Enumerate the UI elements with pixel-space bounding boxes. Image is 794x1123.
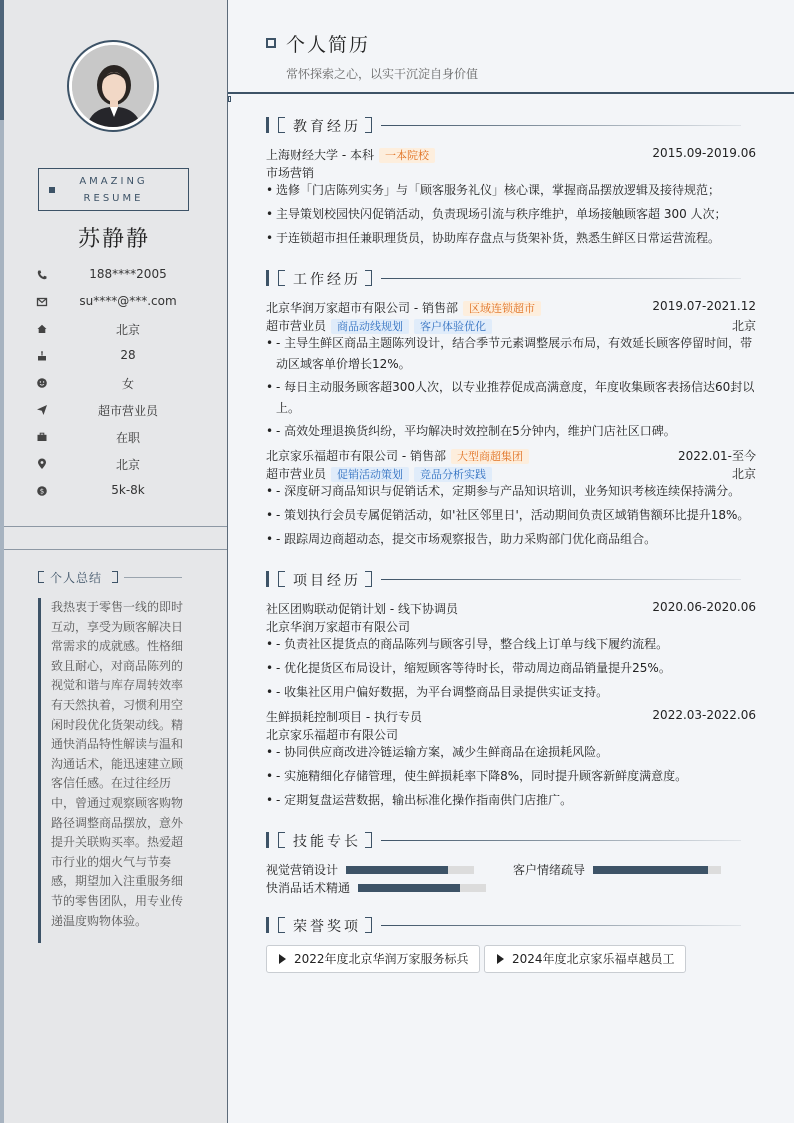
skill-item bbox=[266, 861, 476, 877]
work-bullet: • - 跟踪周边商超动态，提交市场观察报告，助力采购部门优化商品组合。 bbox=[266, 529, 758, 550]
resume-label-line1: AMAZING bbox=[79, 176, 148, 187]
project-bullet: • - 优化提货区布局设计，缩短顾客等待时长，带动周边商品销量提升25%。 bbox=[266, 658, 758, 679]
project-bullet: • - 协同供应商改进冷链运输方案，减少生鲜商品在途损耗风险。 bbox=[266, 742, 758, 763]
work-role: 超市营业员 bbox=[266, 467, 327, 481]
person-icon bbox=[72, 45, 154, 127]
skill-bar-fill bbox=[593, 866, 708, 874]
section-title: 项目经历 bbox=[293, 573, 361, 589]
skill-bar bbox=[593, 866, 721, 874]
section-work bbox=[266, 269, 756, 289]
skill-bar bbox=[346, 866, 474, 874]
edu-tag: 一本院校 bbox=[379, 148, 435, 163]
info-phone bbox=[36, 267, 206, 285]
info-gender bbox=[36, 375, 206, 393]
salary-text: 5k-8k bbox=[111, 483, 145, 497]
project-bullet: • - 定期复盘运营数据，输出标准化操作指南供门店推广。 bbox=[266, 790, 758, 811]
status-text: 在职 bbox=[115, 431, 140, 445]
summary-rule bbox=[124, 577, 182, 578]
edu-bullet: • 于连锁超市担任兼职理货员，协助库存盘点与货架补货，熟悉生鲜区日常运营流程。 bbox=[266, 228, 758, 249]
work-date: 2022.01-至今 bbox=[678, 449, 756, 463]
edu-major: 市场营销 bbox=[266, 166, 315, 180]
sidebar-divider bbox=[4, 526, 227, 527]
briefcase-icon bbox=[36, 431, 48, 443]
work-skill-tag: 促销活动策划 bbox=[331, 467, 409, 482]
work-bullet: • - 深度研习商品知识与促销话术，定期参与产品知识培训，业务知识考核连续保持满分。 bbox=[266, 481, 758, 502]
award-badge bbox=[484, 945, 686, 973]
age-text: 28 bbox=[120, 348, 136, 362]
project-header bbox=[266, 708, 756, 725]
project-company: 北京华润万家超市有限公司 bbox=[266, 620, 411, 634]
section-education bbox=[266, 116, 756, 136]
info-position bbox=[36, 402, 206, 420]
section-title: 教育经历 bbox=[293, 119, 361, 135]
work-city: 北京 bbox=[731, 319, 756, 333]
info-email bbox=[36, 294, 206, 312]
project-company-row bbox=[266, 618, 756, 635]
bracket-left-icon bbox=[278, 917, 285, 933]
work-tag: 大型商超集团 bbox=[451, 449, 529, 464]
skill-item bbox=[266, 879, 488, 895]
summary-title: 个人总结 bbox=[50, 571, 103, 585]
bracket-right-icon bbox=[365, 571, 372, 587]
award-text: 2024年度北京家乐福卓越员工 bbox=[512, 952, 675, 966]
section-rule bbox=[381, 579, 741, 580]
summary-heading bbox=[38, 568, 188, 586]
home-icon bbox=[36, 323, 48, 335]
work-role-row bbox=[266, 465, 756, 482]
bracket-left-icon bbox=[278, 117, 285, 133]
bracket-left-icon bbox=[278, 832, 285, 848]
award-badge bbox=[266, 945, 480, 973]
section-title: 荣誉奖项 bbox=[293, 919, 361, 935]
skill-item bbox=[513, 861, 723, 877]
salary-icon bbox=[36, 485, 48, 497]
face-icon bbox=[36, 377, 48, 389]
project-bullet: • - 收集社区用户偏好数据，为平台调整商品目录提供实证支持。 bbox=[266, 682, 758, 703]
section-bar bbox=[266, 117, 269, 133]
play-icon bbox=[497, 954, 504, 964]
sidebar-edge bbox=[0, 0, 4, 1123]
send-icon bbox=[36, 404, 48, 416]
sidebar bbox=[0, 0, 228, 1123]
section-title: 工作经历 bbox=[293, 272, 361, 288]
section-rule bbox=[381, 925, 741, 926]
page-title bbox=[266, 30, 370, 57]
work-date: 2019.07-2021.12 bbox=[652, 299, 756, 313]
section-bar bbox=[266, 832, 269, 848]
city-text: 北京 bbox=[115, 323, 140, 337]
project-name: 社区团购联动促销计划 - 线下协调员 bbox=[266, 602, 458, 616]
project-header bbox=[266, 600, 756, 617]
edu-header bbox=[266, 146, 756, 163]
section-rule bbox=[381, 125, 741, 126]
info-location bbox=[36, 456, 206, 474]
skill-name: 视觉营销设计 bbox=[266, 863, 339, 877]
work-bullet: • - 策划执行会员专属促销活动，如'社区邻里日'，活动期间负责区域销售额环比提升18%。 bbox=[266, 505, 758, 526]
resume-label-box bbox=[38, 168, 189, 211]
work-company: 北京家乐福超市有限公司 - 销售部 bbox=[266, 449, 446, 463]
work-company: 北京华润万家超市有限公司 - 销售部 bbox=[266, 301, 458, 315]
section-projects bbox=[266, 570, 756, 590]
edu-major-row bbox=[266, 164, 756, 181]
work-role-row bbox=[266, 317, 756, 334]
info-status bbox=[36, 429, 206, 447]
bracket-left-icon bbox=[278, 571, 285, 587]
bracket-right-icon bbox=[365, 832, 372, 848]
section-bar bbox=[266, 571, 269, 587]
work-bullet: • - 每日主动服务顾客超300人次，以专业推荐促成高满意度，年度收集顾客表扬信达60封以上。 bbox=[266, 377, 758, 419]
phone-icon bbox=[36, 269, 48, 281]
work-city: 北京 bbox=[731, 467, 756, 481]
work-skill-tag: 竞品分析实践 bbox=[414, 467, 492, 482]
cake-icon bbox=[36, 350, 48, 362]
email-icon bbox=[36, 296, 48, 308]
project-company: 北京家乐福超市有限公司 bbox=[266, 728, 399, 742]
work-header bbox=[266, 299, 756, 316]
work-role: 超市营业员 bbox=[266, 319, 327, 333]
page-title-text: 个人简历 bbox=[286, 34, 371, 56]
edu-bullet: • 主导策划校园快闪促销活动，负责现场引流与秩序维护，单场接触顾客超 300 人次； bbox=[266, 204, 758, 225]
gender-text: 女 bbox=[121, 377, 134, 391]
project-bullet: • - 负责社区提货点的商品陈列与顾客引导，整合线上订单与线下履约流程。 bbox=[266, 634, 758, 655]
header-rule bbox=[228, 92, 794, 94]
info-age bbox=[36, 348, 206, 366]
edu-bullet: • 选修「门店陈列实务」与「顾客服务礼仪」核心课，掌握商品摆放逻辑及接待规范； bbox=[266, 180, 758, 201]
skill-bar bbox=[358, 884, 486, 892]
project-company-row bbox=[266, 726, 756, 743]
section-title: 技能专长 bbox=[293, 834, 361, 850]
section-rule bbox=[381, 840, 741, 841]
skill-name: 快消品话术精通 bbox=[266, 881, 351, 895]
section-awards bbox=[266, 916, 756, 936]
award-text: 2022年度北京华润万家服务标兵 bbox=[294, 952, 469, 966]
header-mark bbox=[228, 96, 231, 102]
section-skills bbox=[266, 831, 756, 851]
bracket-left-icon bbox=[278, 270, 285, 286]
skill-name: 客户情绪疏导 bbox=[513, 863, 586, 877]
bracket-left-icon bbox=[38, 571, 44, 583]
svg-text:$: $ bbox=[39, 487, 45, 496]
section-rule bbox=[381, 278, 741, 279]
play-icon bbox=[279, 954, 286, 964]
work-bullet: • - 高效处理退换货纠纷，平均解决时效控制在5分钟内，维护门店社区口碑。 bbox=[266, 421, 758, 442]
edu-school: 上海财经大学 - 本科 bbox=[266, 148, 374, 162]
avatar-photo bbox=[72, 45, 154, 127]
phone-text: 188****2005 bbox=[89, 267, 167, 281]
skill-bar-fill bbox=[346, 866, 448, 874]
project-date: 2022.03-2022.06 bbox=[652, 708, 756, 722]
section-bar bbox=[266, 917, 269, 933]
summary-text: 我热衷于零售一线的即时互动，享受为顾客解决日常需求的成就感。性格细致且耐心，对商品陈列的视觉和谐与库存周转效率有天然执着，习惯利用空闲时段优化货架动线。精通快消品特性解读与温和沟通话术，能迅速建立顾客信任感。在过往经历中，曾通过观察顾客购物路径调整商品摆放，意外提升关联购买率。热爱超市行业的烟火气与节奏感，期望加入注重服务细节的零售团队，用专业传递温度购物体验。 bbox=[38, 598, 184, 943]
work-header bbox=[266, 447, 756, 464]
skill-bar-fill bbox=[358, 884, 460, 892]
bracket-right-icon bbox=[365, 917, 372, 933]
square-icon bbox=[49, 187, 55, 193]
position-text: 超市营业员 bbox=[97, 404, 158, 418]
email-text: su****@***.com bbox=[79, 294, 177, 308]
work-skill-tag: 商品动线规划 bbox=[331, 319, 409, 334]
info-city bbox=[36, 321, 206, 339]
sidebar-edge-accent bbox=[0, 0, 4, 120]
resume-label-line2: RESUME bbox=[83, 193, 144, 204]
work-skill-tag: 客户体验优化 bbox=[414, 319, 492, 334]
work-bullet: • - 主导生鲜区商品主题陈列设计，结合季节元素调整展示布局，有效延长顾客停留时间，带动区域客单价增长12%。 bbox=[266, 333, 758, 375]
edu-date: 2015.09-2019.06 bbox=[652, 146, 756, 160]
location-icon bbox=[36, 458, 48, 470]
section-bar bbox=[266, 270, 269, 286]
bracket-right-icon bbox=[365, 270, 372, 286]
location-text: 北京 bbox=[115, 458, 140, 472]
bracket-right-icon bbox=[365, 117, 372, 133]
page-subtitle: 常怀探索之心，以实干沉淀自身价值 bbox=[286, 67, 479, 81]
sidebar-divider bbox=[4, 549, 227, 550]
bracket-right-icon bbox=[112, 571, 118, 583]
project-date: 2020.06-2020.06 bbox=[652, 600, 756, 614]
person-name: 苏静静 bbox=[77, 227, 150, 252]
work-tag: 区域连锁超市 bbox=[463, 301, 541, 316]
avatar bbox=[67, 40, 159, 132]
info-salary bbox=[36, 483, 206, 501]
project-bullet: • - 实施精细化存储管理，使生鲜损耗率下降8%，同时提升顾客新鲜度满意度。 bbox=[266, 766, 758, 787]
project-name: 生鲜损耗控制项目 - 执行专员 bbox=[266, 710, 422, 724]
